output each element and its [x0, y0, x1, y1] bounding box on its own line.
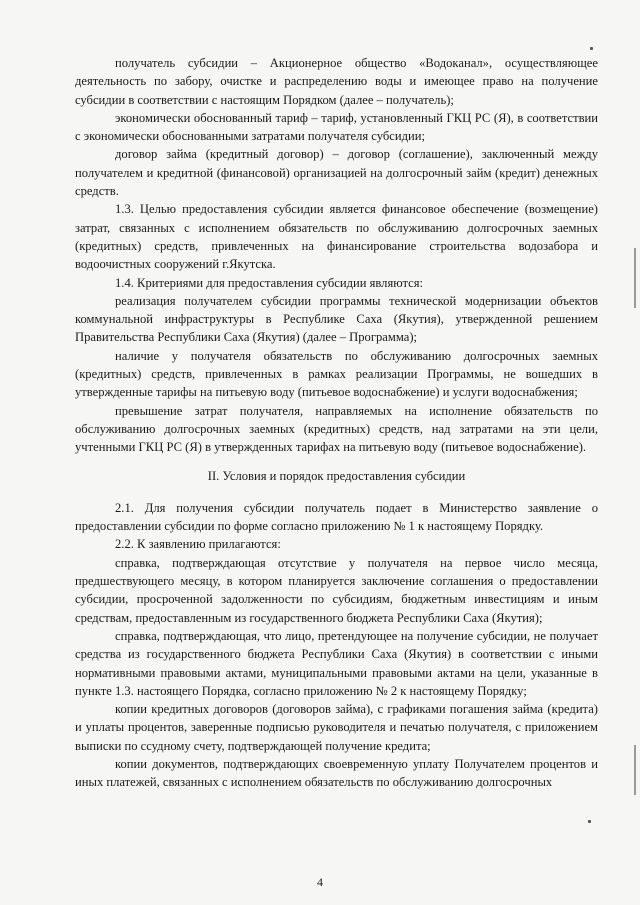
scan-dot-top-right [590, 47, 593, 50]
paragraph-loan-definition: договор займа (кредитный договор) – договор (соглашение), заключенный между получателем и кредитной (финансовой) организацией на долгосрочный займ (кредит) денежных средств. [75, 147, 598, 199]
paragraph-loan-copies: копии кредитных договоров (договоров займа), с графиками погашения займа (кредита) и уплаты процентов, заверенные подписью руководителя и печатью получателя, с приложением выписки по ссудному счету, подтверждающей получение кредита; [75, 702, 598, 753]
document-body [75, 54, 598, 792]
paragraph-1-4-criteria: 1.4. Критериями для предоставления субсидии являются: [115, 275, 424, 290]
paragraph-1-3-purpose: 1.3. Целью предоставления субсидии является финансовое обеспечение (возмещение) затрат, связанных с исполнением обязательств по обслуживанию долгосрочных заемных (кредитных) средств, привлеченных на финансирование строительства водозабора и водоочистных сооружений г.Якутска. [75, 202, 598, 272]
paragraph-criteria-program: реализация получателем субсидии программы технической модернизации объектов коммунальной инфраструктуры в Республике Саха (Якутия), утвержденной решением Правительства Республики Саха (Якутия) (далее – Программа); [75, 293, 598, 345]
scan-edge-mark-upper [634, 248, 636, 308]
paragraph-payment-copies: копии документов, подтверждающих своевременную уплату Получателем процентов и иных платежей, связанных с исполнением обязательств по обслуживанию долгосрочных [75, 756, 598, 790]
paragraph-criteria-obligations: наличие у получателя обязательств по обслуживанию долгосрочных заемных (кредитных) средств, привлеченных в рамках реализации Программы, не вошедших в утвержденные тарифы на питьевую воду (питьевое водоснабжение) и услуги водоснабжения; [75, 348, 598, 400]
paragraph-criteria-excess: превышение затрат получателя, направляемых на исполнение обязательств по обслуживанию долгосрочных заемных (кредитных) средств, над затратами на эти цели, учтенными ГКЦ РС (Я) в утвержденных тарифах на питьевую воду (питьевое водоснабжение). [75, 403, 598, 455]
scan-edge-mark-lower [634, 745, 636, 795]
scan-dot-bottom-right [588, 820, 591, 823]
paragraph-certificate-no-debt: справка, подтверждающая отсутствие у получателя на первое число месяца, предшествующего месяцу, в котором планируется заключение соглашения о предоставлении субсидии, просроченной задолженности по субсидиям, бюджетным инвестициям и иным средствам, предоставленным из государственного бюджета Республики Саха (Якутия); [75, 555, 598, 625]
paragraph-2-2-attachments: 2.2. К заявлению прилагаются: [115, 537, 281, 552]
paragraph-recipient-definition: получатель субсидии – Акционерное общество «Водоканал», осуществляющее деятельность по забору, очистке и распределению воды и имеющее право на получение субсидии в соответствии с настоящим Порядком (далее – получатель); [75, 56, 598, 107]
section-heading: II. Условия и порядок предоставления субсидии [207, 468, 466, 483]
paragraph-2-1-application: 2.1. Для получения субсидии получатель подает в Министерство заявление о предоставлении субсидии по форме согласно приложению № 1 к настоящему Порядку. [75, 500, 598, 534]
paragraph-tariff-definition: экономически обоснованный тариф – тариф, установленный ГКЦ РС (Я), в соответствии с экономически обоснованными затратами получателя субсидии; [75, 110, 598, 144]
page-number: 4 [317, 875, 323, 889]
paragraph-certificate-no-funds: справка, подтверждающая, что лицо, претендующее на получение субсидии, не получает средства из государственного бюджета Республики Саха (Якутия) в соответствии с иными нормативными правовыми актами, муниципальными правовыми актами на цели, указанные в пункте 1.3. настоящего Порядка, согласно приложению № 2 к настоящему Порядку; [75, 628, 598, 698]
